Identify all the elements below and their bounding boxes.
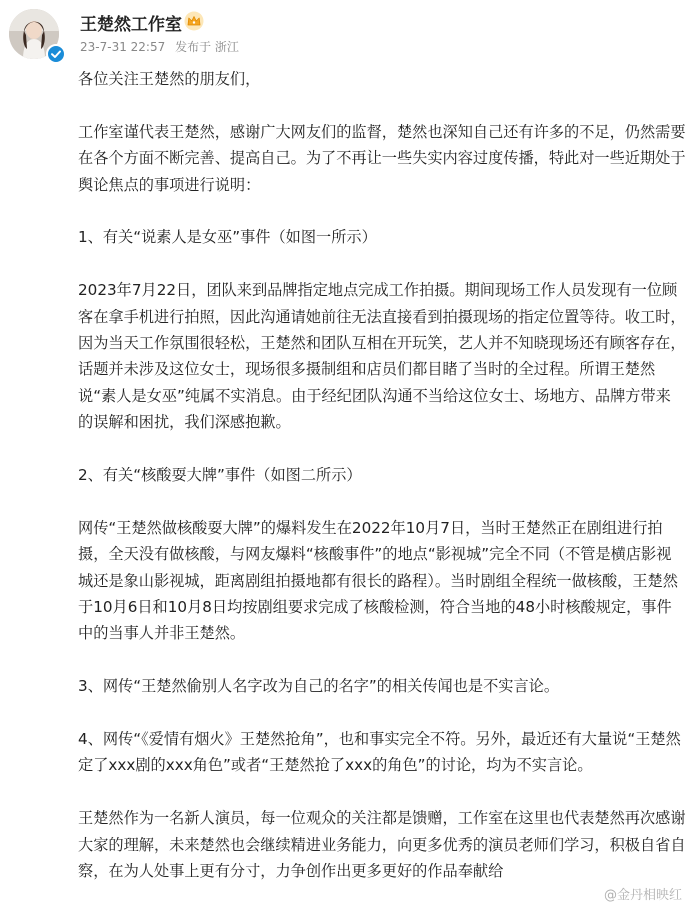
post-meta bbox=[80, 38, 245, 55]
paragraph: 各位关注王楚然的朋友们， bbox=[78, 70, 261, 88]
paragraph: 网传“王楚然做核酸耍大牌”的爆料发生在2022年10月7日，当时王楚然正在剧组进行拍摄，全天没有做核酸，与网友爆料“核酸事件”的地点“影视城”完全不同（不管是横店影视城还是象山影视城，距离剧组拍摄地都有很长的路程）。当时剧组全程统一做核酸，王楚然于10月6日和10月8日均按剧组要求完成了核酸检测，符合当地的48小时核酸规定，事件中的当事人并非王楚然。 bbox=[78, 518, 678, 643]
post-content bbox=[78, 66, 686, 911]
watermark: @金丹相映红 bbox=[603, 888, 682, 903]
paragraph: 2、有关“核酸耍大牌”事件（如图二所示） bbox=[78, 466, 362, 485]
crown-badge-icon bbox=[184, 11, 204, 31]
paragraph: 2023年7月22日，团队来到品牌指定地点完成工作拍摄。期间现场工作人员发现有一位顾客在拿手机进行拍照，因此沟通请她前往无法直接看到拍摄现场的指定位置等待。收工时，因为当天工作氛围很轻松，王楚然和团队互相在开玩笑，艺人并不知晓现场还有顾客存在，话题并未涉及这位女士，现场很多摄制组和店员们都目睹了当时的全过程。所谓王楚然说“素人是女巫”纯属不实消息。由于经纪团队沟通不当给这位女士、场地方、品牌方带来的误解和困扰，我们深感抱歉。 bbox=[78, 281, 686, 432]
paragraph: 工作室谨代表王楚然，感谢广大网友们的监督，楚然也深知自己还有许多的不足，仍然需要在各个方面不断完善、提高自己。为了不再让一些失实内容过度传播，特此对一些近期处于舆论焦点的事项进行说明： bbox=[78, 122, 686, 194]
paragraph: 1、有关“说素人是女巫”事件（如图一所示） bbox=[78, 228, 377, 247]
paragraph: 王楚然作为一名新人演员，每一位观众的关注都是馈赠，工作室在这里也代表楚然再次感谢大家的理解，未来楚然也会继续精进业务能力，向更多优秀的演员老师们学习，积极自省自察，在为人处事上更有分寸，力争创作出更多更好的作品奉献给 bbox=[78, 809, 686, 881]
post-timestamp: 23-7-31 22:57 bbox=[80, 40, 166, 54]
paragraph: 4、网传“《爱情有烟火》王楚然抢角”，也和事实完全不符。另外，最近还有大量说“王楚然定了xxx剧的xxx角色”或者“王楚然抢了xxx的角色”的讨论，均为不实言论。 bbox=[78, 730, 681, 775]
verified-badge-icon bbox=[46, 44, 66, 64]
paragraph: 3、网传“王楚然偷别人名字改为自己的名字”的相关传闻也是不实言论。 bbox=[78, 677, 560, 696]
post-location: 发布于 浙江 bbox=[175, 40, 239, 54]
account-name[interactable]: 王楚然工作室 bbox=[80, 15, 182, 35]
